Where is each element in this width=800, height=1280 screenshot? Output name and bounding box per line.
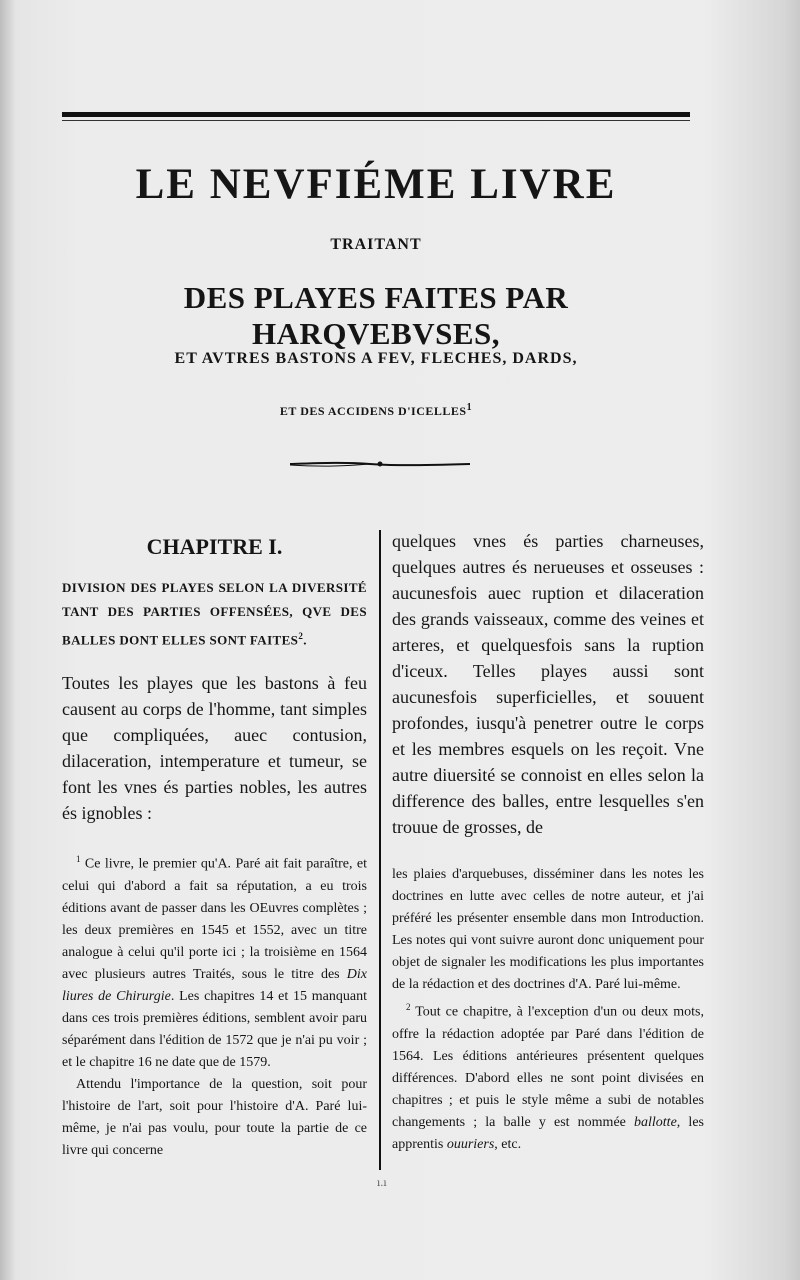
right-footnotes <box>392 864 704 1156</box>
top-rule-thin <box>62 120 690 121</box>
title-connector: TRAITANT <box>330 236 422 253</box>
footnote-2-italic-2: ouuriers <box>446 1136 495 1152</box>
signature-mark: ı.ı <box>377 1178 387 1189</box>
footnote-2-italic-1: ballotte <box>634 1114 677 1130</box>
footnote-1-text-after: . Les chapitres 14 et 15 manquant dans ces trois premières éditions, semblent avoir paru séparément dans l'édition de 1572 que je n'ai pu voir ; et le chapitre 16 ne date que de 1579. <box>62 988 367 1070</box>
book-title: LE NEVFIÉME LIVRE <box>135 161 617 208</box>
left-footnotes <box>62 848 367 1162</box>
small-title-text: ET DES ACCIDENS D'ICELLES <box>279 404 467 418</box>
footnote-1-text: Ce livre, le premier qu'A. Paré ait fait paraître, et celui qui d'abord a fait sa réputation, a eu trois éditions avant de passer dans les OEuvres complètes ; les deux premières en 1545 et 1552, avec un titre analogue à celui qu'il porte ici ; la troisième en 1564 avec plusieurs autres Traités, sous le titre des <box>62 856 367 982</box>
small-title-footnote-marker: 1 <box>466 402 473 413</box>
footnote-1 <box>62 848 367 1074</box>
column-divider <box>379 530 381 1170</box>
footnote-2-text: Tout ce chapitre, à l'exception d'un ou deux mots, offre la rédaction adoptée par Paré dans l'édition de 1564. Les éditions antérieures présentent quelques différences. D'abord elles ne sont point divisées en chapitres ; et puis le style même a subi de notables changements ; la balle y est nommée <box>392 1004 704 1130</box>
chapter-summary: DIVISION DES PLAYES SELON LA DIVERSITÉ TANT DES PARTIES OFFENSÉES, QVE DES BALLES DONT ELLES SONT FAITES$^2$. <box>62 580 367 648</box>
summary-footnote-marker: 2 <box>298 631 304 641</box>
footnote-1-continuation: Attendu l'importance de la question, soit pour l'histoire de l'art, soit pour l'histoire d'A. Paré lui-même, je n'ai pas voulu, pour toute la partie de ce livre qui concerne <box>62 1076 367 1158</box>
main-title: DES PLAYES FAITES PAR HARQVEBVSES, <box>183 280 569 351</box>
footnote-2 <box>392 996 704 1156</box>
small-title <box>62 402 690 419</box>
footnote-2-mid: , les apprentis <box>392 1114 704 1152</box>
ornamental-rule-icon <box>290 458 470 470</box>
subtitle: ET AVTRES BASTONS A FEV, FLECHES, DARDS, <box>174 350 578 367</box>
left-column <box>62 528 367 1162</box>
right-column <box>392 528 704 1156</box>
right-body-text: quelques vnes és parties charneuses, quelques autres és nerueuses et osseuses : aucunesfois auec ruption et dilaceration des grands vaisseaux, comme des veines et arteres, et quelquesfois sans la ruption d'iceux. Telles playes aussi sont aucunesfois superficielles, et souuent profondes, iusqu'à penetrer outre le corps et les membres esquels on les reçoit. Vne autre diuersité se connoist en elles selon la difference des balles, entre lesquelles s'en trouue de grosses, de <box>392 531 704 837</box>
chapter-title: CHAPITRE I. <box>146 534 283 559</box>
footnote-2-marker: 2 <box>406 1002 411 1012</box>
footnote-1-italic-title: Dix liures de Chirurgie <box>62 966 368 1004</box>
footnote-continuation: les plaies d'arquebuses, disséminer dans les notes les doctrines en lutte avec celles de notre auteur, et j'ai préféré les présenter ensemble dans mon Introduction. Les notes qui vont suivre auront donc uniquement pour objet de signaler les modifications les plus importantes de la rédaction et des doctrines d'A. Paré lui-même. <box>392 867 704 992</box>
footnote-1-marker: 1 <box>76 854 81 865</box>
left-body-text: Toutes les playes que les bastons à feu causent au corps de l'homme, tant simples que compliquées, auec contusion, dilaceration, intemperature et tumeur, se font les vnes és parties nobles, les autres és ignobles : <box>62 673 367 824</box>
chapter-summary-text: DIVISION DES PLAYES SELON LA DIVERSITÉ TANT DES PARTIES OFFENSÉES, QVE DES BALLES DONT ELLES SONT FAITES <box>62 580 367 648</box>
footnote-2-end: , etc. <box>494 1136 522 1152</box>
top-rule <box>62 112 690 117</box>
